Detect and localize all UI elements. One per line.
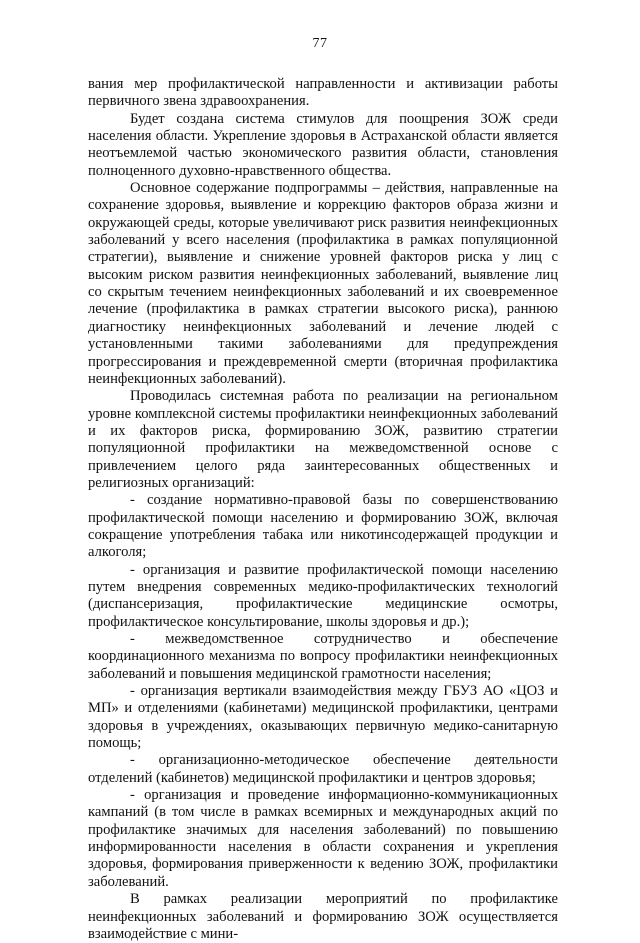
list-item-regulatory-base: - создание нормативно-правовой базы по совершенствованию профилактической помощи населению и формированию ЗОЖ, включая сокращение употребления табака или никотинсодержащей продукции и алкоголя; [88,492,558,561]
paragraph-interaction-with-ministries: В рамках реализации мероприятий по профилактике неинфекционных заболеваний и формированию ЗОЖ осуществляется взаимодействие с мини- [88,891,558,942]
list-item-interaction-vertical: - организация вертикали взаимодействия между ГБУЗ АО «ЦОЗ и МП» и отделениями (кабинетами) медицинской профилактики, центрами здоровья в учреждениях, оказывающих первичную медико-санитарную помощь; [88,683,558,752]
paragraph-subprogram-content: Основное содержание подпрограммы – действия, направленные на сохранение здоровья, выявление и коррекцию факторов образа жизни и окружающей среды, которые увеличивают риск развития неинфекционных заболеваний у всего населения (профилактика в рамках популяционной стратегии), выявление и снижение уровней факторов риска у лиц с высоким риском развития неинфекционных заболеваний, выявление лиц со скрытым течением неинфекционных заболеваний и их своевременное лечение (профилактика в рамках стратегии высокого риска), раннюю диагностику неинфекционных заболеваний и лечение людей с установленными такими заболеваниями для предупреждения прогрессирования и преждевременной смерти (вторичная профилактика неинфекционных заболеваний). [88,180,558,387]
paragraph-systemic-work: Проводилась системная работа по реализации на региональном уровне комплексной системы профилактики неинфекционных заболеваний и их факторов риска, формированию ЗОЖ, развитию стратегии популяционной профилактики на межведомственной основе с привлечением целого ряда заинтересованных общественных и религиозных организаций: [88,388,558,491]
list-item-methodological-support: - организационно-методическое обеспечение деятельности отделений (кабинетов) медицинской профилактики и центров здоровья; [88,752,558,786]
list-item-prevention-technologies: - организация и развитие профилактической помощи населению путем внедрения современных медико-профилактических технологий (диспансеризация, профилактические медицинские осмотры, профилактическое консультирование, школы здоровья и др.); [88,561,558,630]
list-item-interagency-cooperation: - межведомственное сотрудничество и обеспечение координационного механизма по вопросу профилактики неинфекционных заболеваний и повышения медицинской грамотности населения; [88,631,558,682]
document-body [88,76,558,943]
paragraph-continuation: вания мер профилактической направленности и активизации работы первичного звена здравоохранения. [88,76,558,110]
list-item-information-campaigns: - организация и проведение информационно-коммуникационных кампаний (в том числе в рамках всемирных и международных акций по профилактике значимых для населения заболеваний) по повышению информированности населения в области сохранения и укрепления здоровья, формирования приверженности к ведению ЗОЖ, профилактики заболеваний. [88,787,558,890]
paragraph-healthy-lifestyle-incentives: Будет создана система стимулов для поощрения ЗОЖ среди населения области. Укрепление здоровья в Астраханской области является неотъемлемой частью экономического развития области, становления полноценного духовно-нравственного общества. [88,110,558,179]
page-number: 77 [312,36,328,51]
